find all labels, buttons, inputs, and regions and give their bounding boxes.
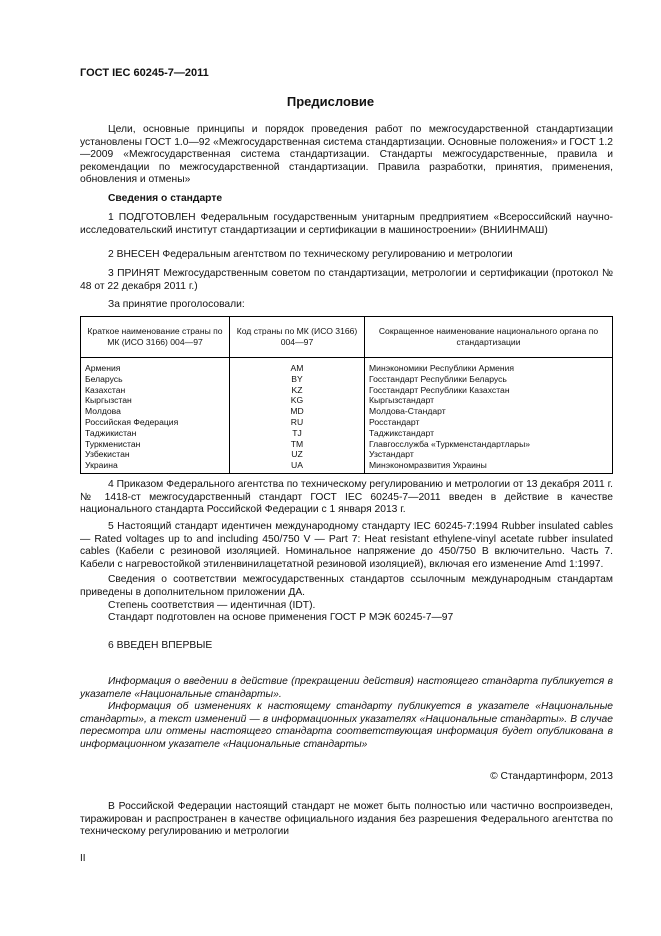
table-row: [81, 406, 613, 417]
cell-code: UZ: [230, 449, 365, 460]
item-2: 2 ВНЕСЕН Федеральным агентством по техническому регулированию и метрологии: [108, 249, 513, 260]
cell-code: TJ: [230, 428, 365, 439]
cell-country: Узбекистан: [81, 449, 230, 460]
cell-country: Кыргызстан: [81, 395, 230, 406]
table-header-code: Код страны по МК (ИСО 3166) 004—97: [230, 317, 365, 358]
table-row: [81, 395, 613, 406]
page-number: II: [80, 853, 86, 864]
item-5-block: [80, 521, 613, 625]
table-header-country: Краткое наименование страны по МК (ИСО 3166) 004—97: [81, 317, 230, 358]
info-paragraph-2: Информация об изменениях к настоящему стандарту публикуется в указателе «Национальные стандарты», а текст изменений — в информационных указателях «Национальные стандарты». В случае пересмотра или отмены настоящего стандарта соответствующая информация будет опубликована в информационном указателе «Национальные стандарты»: [80, 701, 613, 750]
cell-body: Госстандарт Республики Беларусь: [365, 374, 613, 385]
cell-body: Главгосслужба «Туркменстандартлары»: [365, 439, 613, 450]
cell-body: Узстандарт: [365, 449, 613, 460]
cell-code: KG: [230, 395, 365, 406]
cell-country: Беларусь: [81, 374, 230, 385]
cell-country: Российская Федерация: [81, 417, 230, 428]
table-row: [81, 385, 613, 396]
cell-code: RU: [230, 417, 365, 428]
cell-country: Казахстан: [81, 385, 230, 396]
cell-country: Украина: [81, 460, 230, 473]
table-row: [81, 428, 613, 439]
cell-body: Госстандарт Республики Казахстан: [365, 385, 613, 396]
table-row: [81, 449, 613, 460]
table-row: [81, 439, 613, 450]
item-1: 1 ПОДГОТОВЛЕН Федеральным государственным унитарным предприятием «Всероссийский научно-исследовательский институт стандартизации и сертификации в машиностроении» (ВНИИНМАШ): [80, 212, 613, 236]
reproduction-notice: В Российской Федерации настоящий стандарт не может быть полностью или частично воспроизведен, тиражирован и распространен в качестве официального издания без разрешения Федерального агентства по техническому регулированию и метрологии: [80, 801, 613, 838]
document-header: ГОСТ IEC 60245-7—2011: [80, 67, 209, 79]
item-6: 6 ВВЕДЕН ВПЕРВЫЕ: [108, 640, 213, 651]
cell-code: BY: [230, 374, 365, 385]
item-5-note: Сведения о соответствии межгосударственных стандартов ссылочным международным стандартам приведены в дополнительном приложении ДА.: [80, 574, 613, 598]
cell-code: TM: [230, 439, 365, 450]
item-3: 3 ПРИНЯТ Межгосударственным советом по стандартизации, метрологии и сертификации (протокол № 48 от 22 декабря 2011 г.): [80, 268, 613, 292]
cell-code: AM: [230, 358, 365, 374]
cell-body: Минэкономразвития Украины: [365, 460, 613, 473]
cell-country: Армения: [81, 358, 230, 374]
cell-country: Молдова: [81, 406, 230, 417]
info-block: [80, 676, 613, 752]
section-title: Сведения о стандарте: [108, 193, 223, 204]
cell-country: Туркменистан: [81, 439, 230, 450]
table-header-row: [81, 317, 613, 358]
cell-body: Росстандарт: [365, 417, 613, 428]
cell-body: Таджикстандарт: [365, 428, 613, 439]
cell-code: KZ: [230, 385, 365, 396]
table-row: [81, 374, 613, 385]
cell-code: MD: [230, 406, 365, 417]
cell-body: Молдова-Стандарт: [365, 406, 613, 417]
item-5-degree: Степень соответствия — идентичная (IDT).: [108, 599, 316, 611]
table-header-body: Сокращенное наименование национального органа по стандартизации: [365, 317, 613, 358]
item-4: 4 Приказом Федерального агентства по техническому регулированию и метрологии от 13 декабря 2011 г. № 1418-ст межгосударственный стандарт ГОСТ IEC 60245-7—2011 введен в действие в качестве национального стандарта Российской Федерации с 1 января 2013 г.: [80, 479, 613, 516]
cell-body: Кыргызстандарт: [365, 395, 613, 406]
cell-code: UA: [230, 460, 365, 473]
table-row: [81, 358, 613, 374]
table-row: [81, 460, 613, 473]
voted-label: За принятие проголосовали:: [108, 299, 245, 310]
table-row: [81, 417, 613, 428]
cell-country: Таджикистан: [81, 428, 230, 439]
item-5: 5 Настоящий стандарт идентичен международному стандарту IEC 60245-7:1994 Rubber insulated cables — Rated voltages up to and including 450/750 V — Part 7: Heat resistant ethylene-vinyl acetate rubber insulated cables (Кабели с резиновой изоляцией. Номинальное напряжение до 450/750 В включительно. Часть 7. Кабели с нагревостойкой этиленвинилацетатной резиновой изоляцией), включая его изменение Amd 1:1997.: [80, 521, 613, 570]
cell-body: Минэкономики Республики Армения: [365, 358, 613, 374]
item-5-basis: Стандарт подготовлен на основе применения ГОСТ Р МЭК 60245-7—97: [108, 612, 454, 624]
info-paragraph-1: Информация о введении в действие (прекращении действия) настоящего стандарта публикуется в указателе «Национальные стандарты».: [80, 676, 613, 700]
voting-table: [80, 316, 613, 474]
copyright: © Стандартинформ, 2013: [490, 771, 613, 782]
page-title: Предисловие: [286, 94, 375, 109]
intro-paragraph: Цели, основные принципы и порядок проведения работ по межгосударственной стандартизации установлены ГОСТ 1.0—92 «Межгосударственная система стандартизации. Основные положения» и ГОСТ 1.2—2009 «Межгосударственная система стандартизации. Стандарты межгосударственные, правила и рекомендации по межгосударственной стандартизации. Правила разработки, принятия, применения, обновления и отмены»: [80, 124, 613, 186]
